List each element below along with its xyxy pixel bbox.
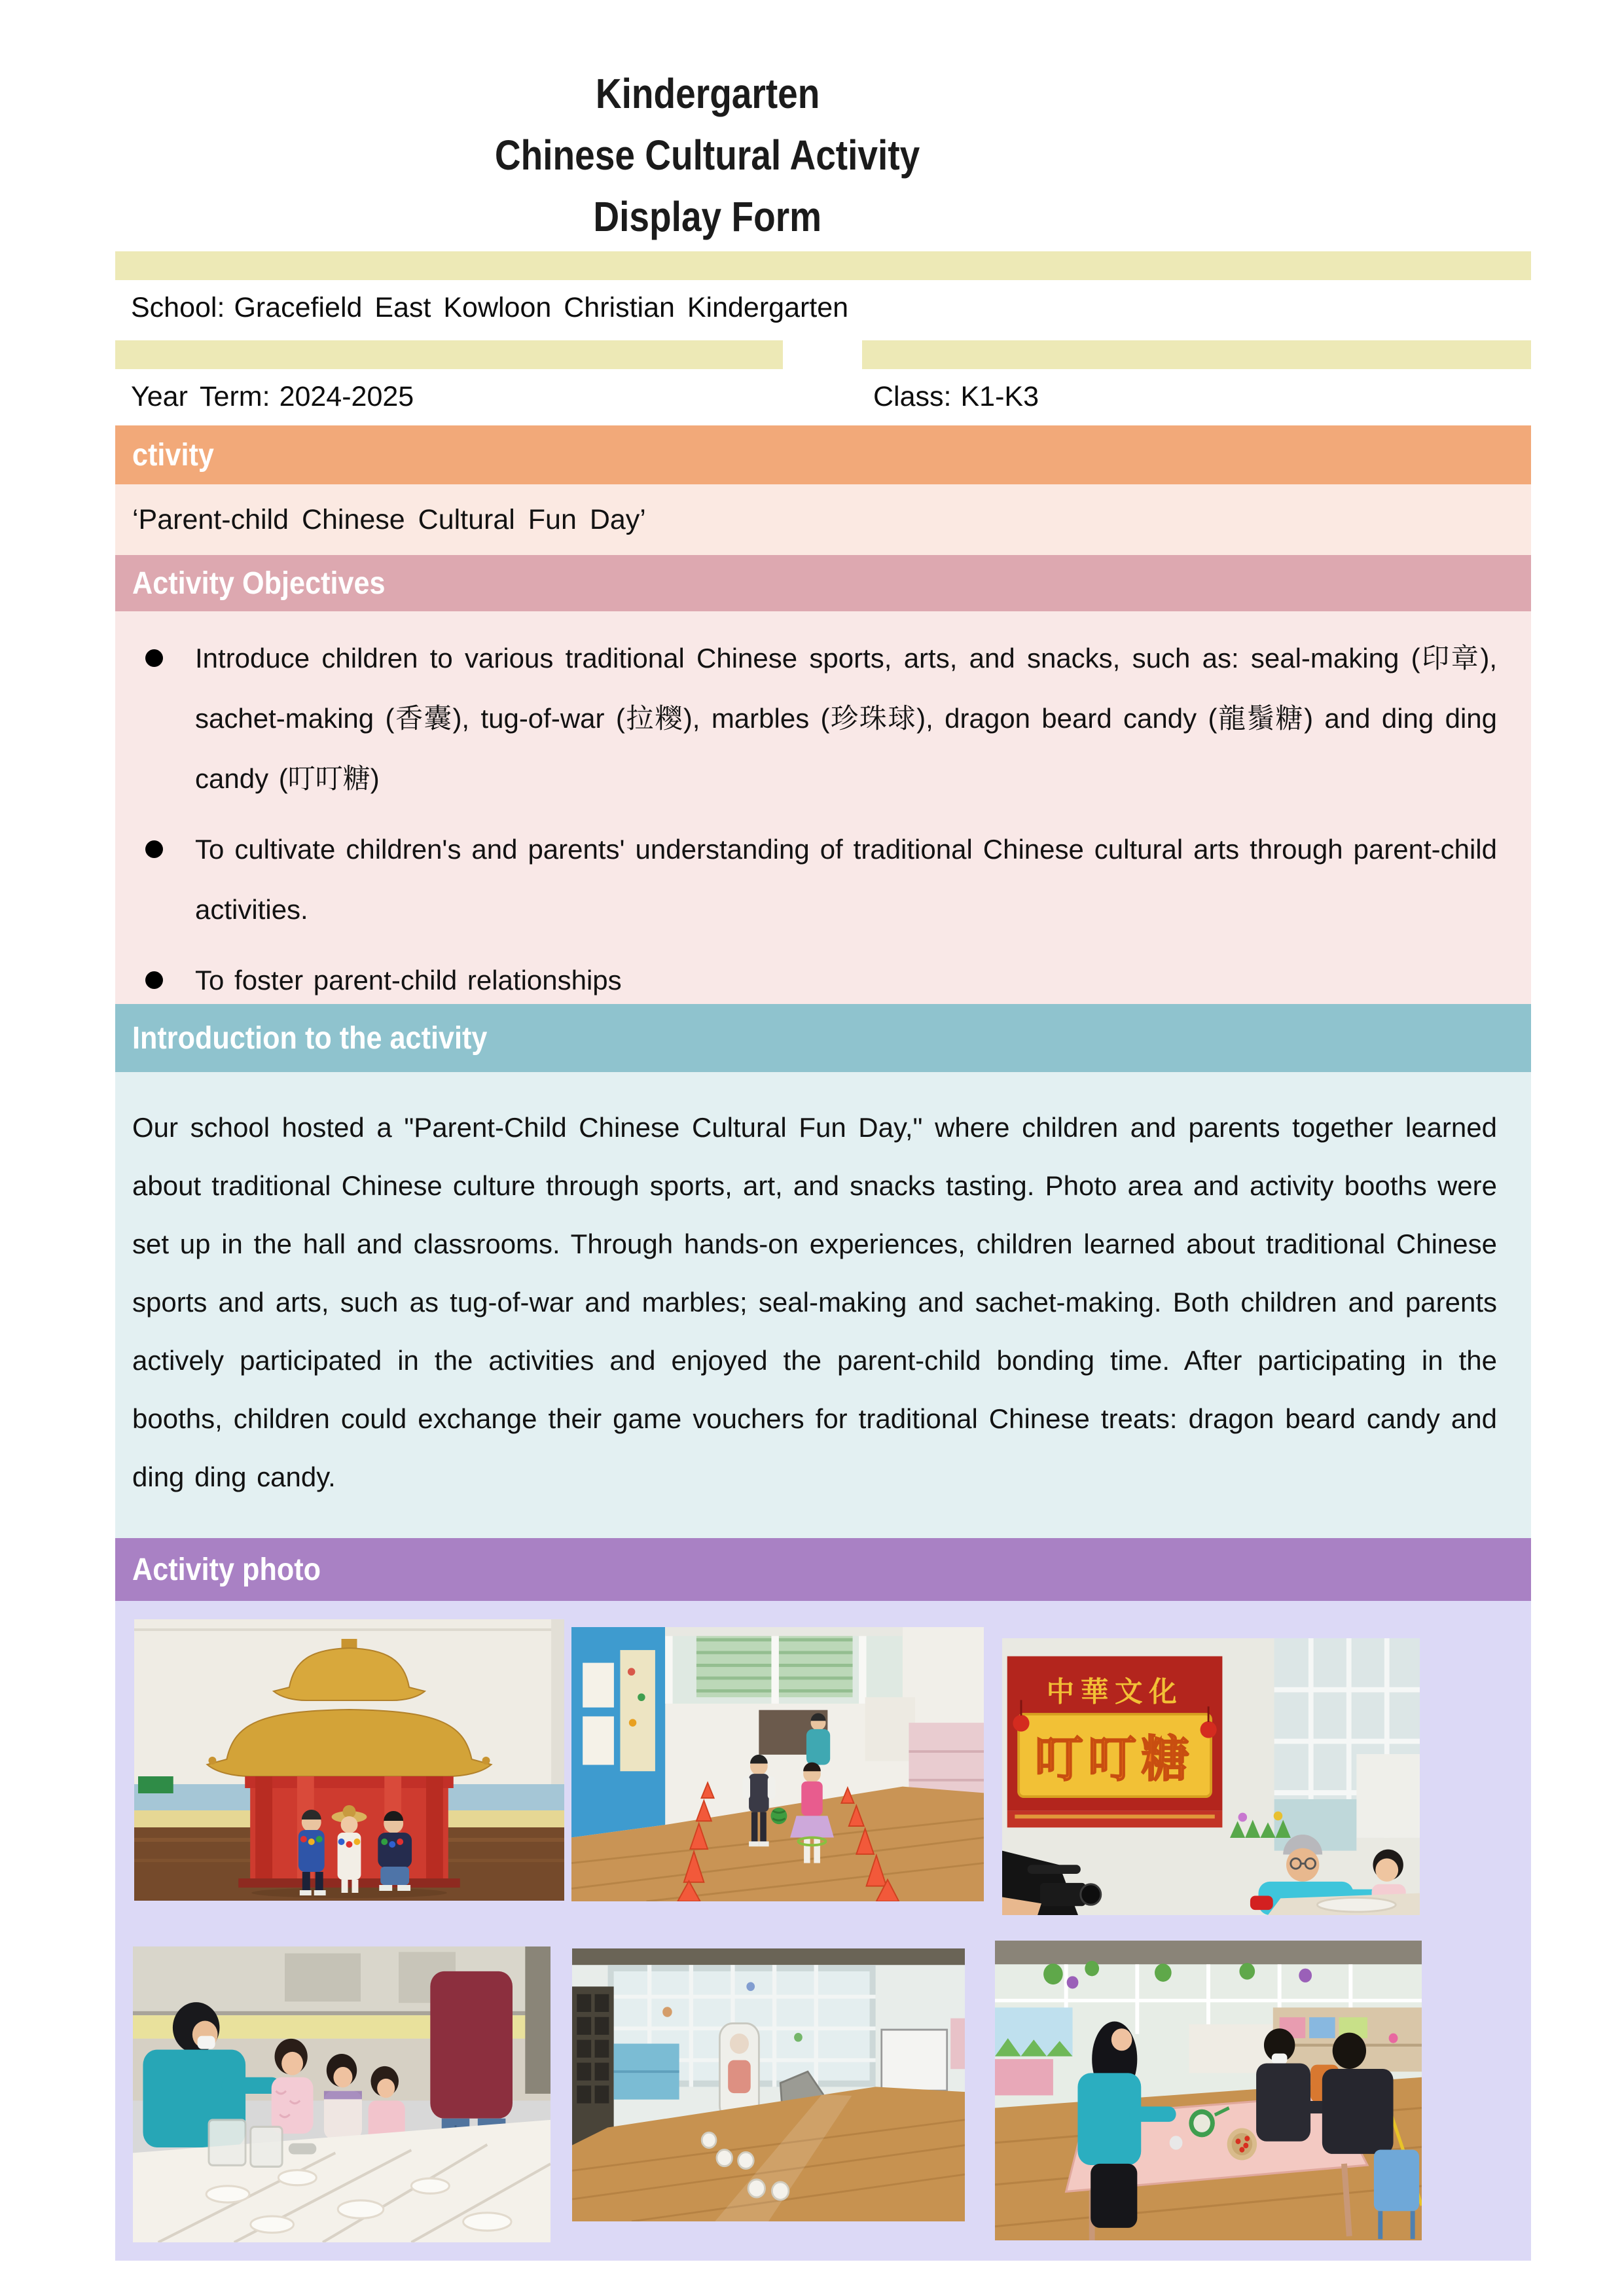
craft-table-illustration (995, 1941, 1422, 2240)
lantern-ornament (1200, 1721, 1217, 1738)
marbles-game-photo (572, 1948, 965, 2221)
window-blinds (665, 1627, 903, 1704)
objective-item: Introduce children to various traditional Chinese sports, arts, and snacks, such as: seal-making (印章), sachet-making (香囊), tug-of-war (拉糭), marbles (珍珠球), dragon beard candy (龍鬚糖) and ding ding candy (叮叮糖) (135, 628, 1497, 809)
year-term-value: 2024-2025 (279, 381, 414, 412)
school-label: School: (131, 292, 225, 323)
introduction-section-body (115, 1072, 1531, 1538)
objectives-section-body (115, 611, 1531, 1004)
spoon (289, 2144, 317, 2155)
exit-sign (138, 1776, 173, 1793)
activity-section-header (115, 425, 1531, 484)
marbles-game-illustration (572, 1948, 965, 2221)
cone-game-photo (571, 1627, 984, 1901)
year-term-field (131, 381, 414, 413)
divider-bar-year (115, 340, 783, 369)
cubby-shelf (572, 1986, 614, 2145)
divider-bar-class (862, 340, 1531, 369)
objectives-list (115, 611, 1531, 1011)
temple-gate-illustration (134, 1619, 564, 1901)
ding-ding-candy-booth-photo (1002, 1638, 1420, 1915)
face-mask (198, 2036, 215, 2049)
class-value: K1-K3 (960, 381, 1039, 412)
plastic-container (251, 2126, 282, 2166)
activity-name-row (115, 484, 1531, 555)
year-term-label: Year Term: (131, 381, 270, 412)
animal-cutout (719, 2023, 759, 2119)
photo-section-header (115, 1538, 1531, 1601)
introduction-paragraph: Our school hosted a "Parent-Child Chinese Cultural Fun Day," where children and parents together learned about traditional Chinese culture through sports, art, and snacks tasting. Photo area and activity booths were set up in the hall and classrooms. Through hands-on experiences, children learned about traditional Chinese sports and arts, such as tug-of-war and marbles; seal-making and sachet-making. Both children and parents actively participated in the activities and enjoyed the parent-child bonding time. After participating in the booths, children could exchange their game vouchers for traditional Chinese treats: dragon beard candy and ding ding candy. (132, 1112, 1497, 1492)
face-mask (1272, 2054, 1288, 2064)
objectives-section-header (115, 555, 1531, 611)
lantern-ornament (1013, 1715, 1029, 1732)
dragon-beard-candy-photo (133, 1946, 550, 2242)
craft-table-photo (995, 1941, 1422, 2240)
class-label: Class: (873, 381, 952, 412)
title-line-3: Display Form (593, 193, 822, 240)
title-line-2: Chinese Cultural Activity (495, 132, 920, 179)
objective-item: To foster parent-child relationships (135, 950, 1497, 1011)
title-line-1: Kindergarten (595, 70, 820, 117)
objectives-header-label: Activity Objectives (132, 565, 386, 601)
children-posing (298, 1805, 412, 1895)
candy-booth-illustration (1002, 1638, 1420, 1915)
hair-clip (1389, 2034, 1398, 2043)
candy-making-illustration (133, 1946, 550, 2242)
temple-gate-photo (134, 1619, 564, 1901)
page-title (115, 63, 1300, 247)
red-banner (1007, 1657, 1223, 1828)
activity-header-label: ctivity (132, 437, 214, 473)
class-field (873, 381, 1039, 413)
whiteboard (882, 2030, 947, 2090)
school-field (131, 292, 848, 324)
banner-main-text: 叮叮糖 (1035, 1731, 1195, 1787)
activity-name: ‘Parent-child Chinese Cultural Fun Day’ (132, 503, 646, 535)
banner-top-text: 中華文化 (1046, 1676, 1183, 1708)
introduction-header-label: Introduction to the activity (132, 1020, 488, 1056)
divider-bar-top (115, 251, 1531, 280)
introduction-section-header (115, 1004, 1531, 1072)
photo-header-label: Activity photo (132, 1552, 321, 1587)
objective-item: To cultivate children's and parents' understanding of traditional Chinese cultural arts through parent-child activities. (135, 819, 1497, 940)
cone-game-illustration (571, 1627, 984, 1901)
school-value: Gracefield East Kowloon Christian Kindergarten (234, 292, 849, 323)
plastic-container (209, 2120, 245, 2165)
blue-chair (1374, 2150, 1419, 2212)
